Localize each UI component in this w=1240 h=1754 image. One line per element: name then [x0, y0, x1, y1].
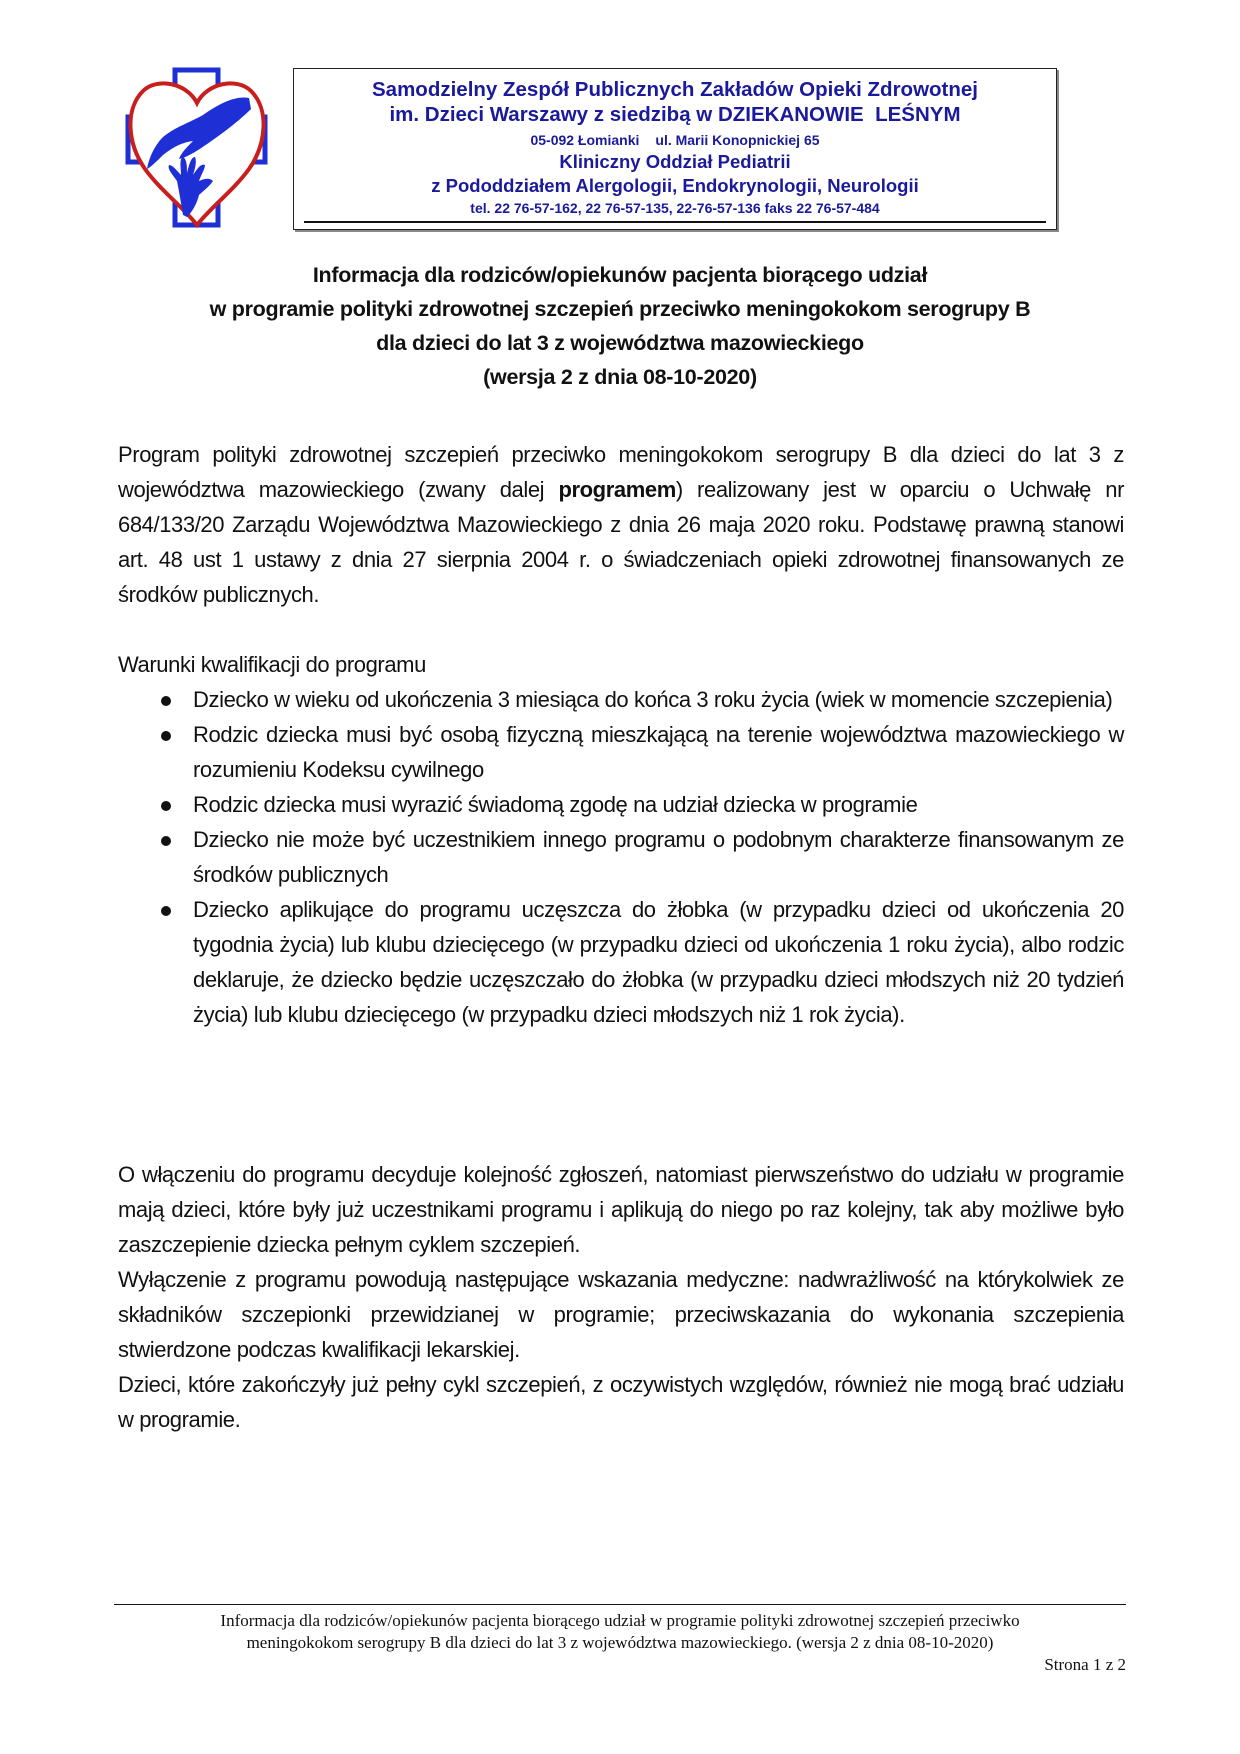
list-item — [118, 787, 1124, 822]
order-paragraph: O włączeniu do programu decyduje kolejność zgłoszeń, natomiast pierwszeństwo do udziału w programie mają dzieci, które były już uczestnikami programu i aplikują do niego po raz kolejny, tak aby możliwe było zaszczepienie dziecka pełnym cyklem szczepień. — [118, 1162, 1124, 1257]
list-item — [118, 892, 1124, 1032]
page-number: Strona 1 z 2 — [1044, 1655, 1126, 1674]
institution-header — [293, 68, 1057, 230]
title-line: (wersja 2 z dnia 08-10-2020) — [483, 365, 757, 389]
department-line2: z Pododdziałem Alergologii, Endokrynologii, Neurologii — [431, 175, 919, 196]
completed-paragraph: Dzieci, które zakończyły już pełny cykl szczepień, z oczywistych względów, również nie mogą brać udziału w programie. — [118, 1372, 1124, 1432]
list-item-text: Dziecko w wieku od ukończenia 3 miesiąca do końca 3 roku życia (wiek w momencie szczepienia) — [193, 687, 1113, 712]
org-name-line2: im. Dzieci Warszawy z siedzibą w DZIEKANOWIE LEŚNYM — [389, 103, 961, 126]
title-line: Informacja dla rodziców/opiekunów pacjenta biorącego udział — [312, 263, 928, 287]
heart-cross-hands-logo-icon — [117, 65, 277, 230]
header-divider — [304, 221, 1046, 223]
bullet-icon — [161, 836, 171, 846]
exclusion-paragraph: Wyłączenie z programu powodują następujące wskazania medyczne: nadwrażliwość na którykolwiek ze składników szczepionki przewidzianej w programie; przeciwskazania do wykonania szczepienia stwierdzone podczas kwalifikacji lekarskiej. — [118, 1267, 1124, 1362]
footer-divider — [114, 1604, 1126, 1605]
contact-line: tel. 22 76-57-162, 22 76-57-135, 22-76-57-136 faks 22 76-57-484 — [470, 200, 880, 216]
title-line: w programie polityki zdrowotnej szczepień przeciwko meningokokom serogrupy B — [209, 297, 1031, 321]
title-line: dla dzieci do lat 3 z województwa mazowieckiego — [376, 331, 864, 355]
bullet-icon — [161, 696, 171, 706]
department-line1: Kliniczny Oddział Pediatrii — [559, 151, 791, 172]
list-item-text: Rodzic dziecka musi być osobą fizyczną mieszkającą na terenie województwa mazowieckiego w rozumieniu Kodeksu cywilnego — [193, 722, 1124, 782]
bullet-icon — [161, 906, 171, 916]
footer-line1: Informacja dla rodziców/opiekunów pacjenta biorącego udział w programie polityki zdrowotnej szczepień przeciwko — [220, 1611, 1020, 1630]
intro-text-end: ) realizowany jest w oparciu o Uchwałę nr 684/133/20 Zarządu Województwa Mazowieckiego z dnia 26 maja 2020 roku. Podstawę prawną stanowi art. 48 ust 1 ustawy z dnia 27 sierpnia 2004 r. o świadczeniach opieki zdrowotnej finansowanych ze środków publicznych. — [118, 477, 1124, 607]
bullet-icon — [161, 801, 171, 811]
list-item-text: Dziecko nie może być uczestnikiem innego programu o podobnym charakterze finansowanym ze środków publicznych — [193, 827, 1124, 887]
qualification-heading: Warunki kwalifikacji do programu — [118, 652, 426, 677]
intro-text-start: Program polityki zdrowotnej szczepień przeciwko meningokokom serogrupy B dla dzieci do lat 3 z województwa mazowieckiego (zwany dalej — [118, 442, 1124, 502]
list-item-text: Dziecko aplikujące do programu uczęszcza do żłobka (w przypadku dzieci od ukończenia 20 tygodnia życia) lub klubu dziecięcego (w przypadku dzieci od ukończenia 1 roku życia), albo rodzic deklaruje, że dziecko będzie uczęszczało do żłobka (w przypadku dzieci młodszych niż 20 tydzień życia) lub klubu dziecięcego (w przypadku dzieci młodszych niż 1 rok życia). — [193, 897, 1124, 1027]
address-postal: 05-092 Łomianki — [530, 132, 640, 148]
page-footer — [114, 1610, 1126, 1676]
list-item-text: Rodzic dziecka musi wyrazić świadomą zgodę na udział dziecka w programie — [193, 792, 918, 817]
intro-paragraph — [118, 437, 1124, 612]
qualification-list — [118, 682, 1124, 1032]
list-item — [118, 822, 1124, 892]
bullet-icon — [161, 731, 171, 741]
document-title — [118, 258, 1122, 394]
qualification-section — [118, 647, 1124, 1032]
org-name-line1: Samodzielny Zespół Publicznych Zakładów Opieki Zdrowotnej — [372, 78, 978, 101]
org-address — [294, 131, 1056, 149]
intro-bold-term: programem — [558, 477, 676, 502]
list-item — [118, 682, 1124, 717]
address-street: ul. Marii Konopnickiej 65 — [655, 132, 820, 148]
list-item — [118, 717, 1124, 787]
rules-section — [118, 1157, 1124, 1437]
footer-line2: meningokokom serogrupy B dla dzieci do lat 3 z województwa mazowieckiego. (wersja 2 z dnia 08-10-2020) — [246, 1633, 994, 1652]
